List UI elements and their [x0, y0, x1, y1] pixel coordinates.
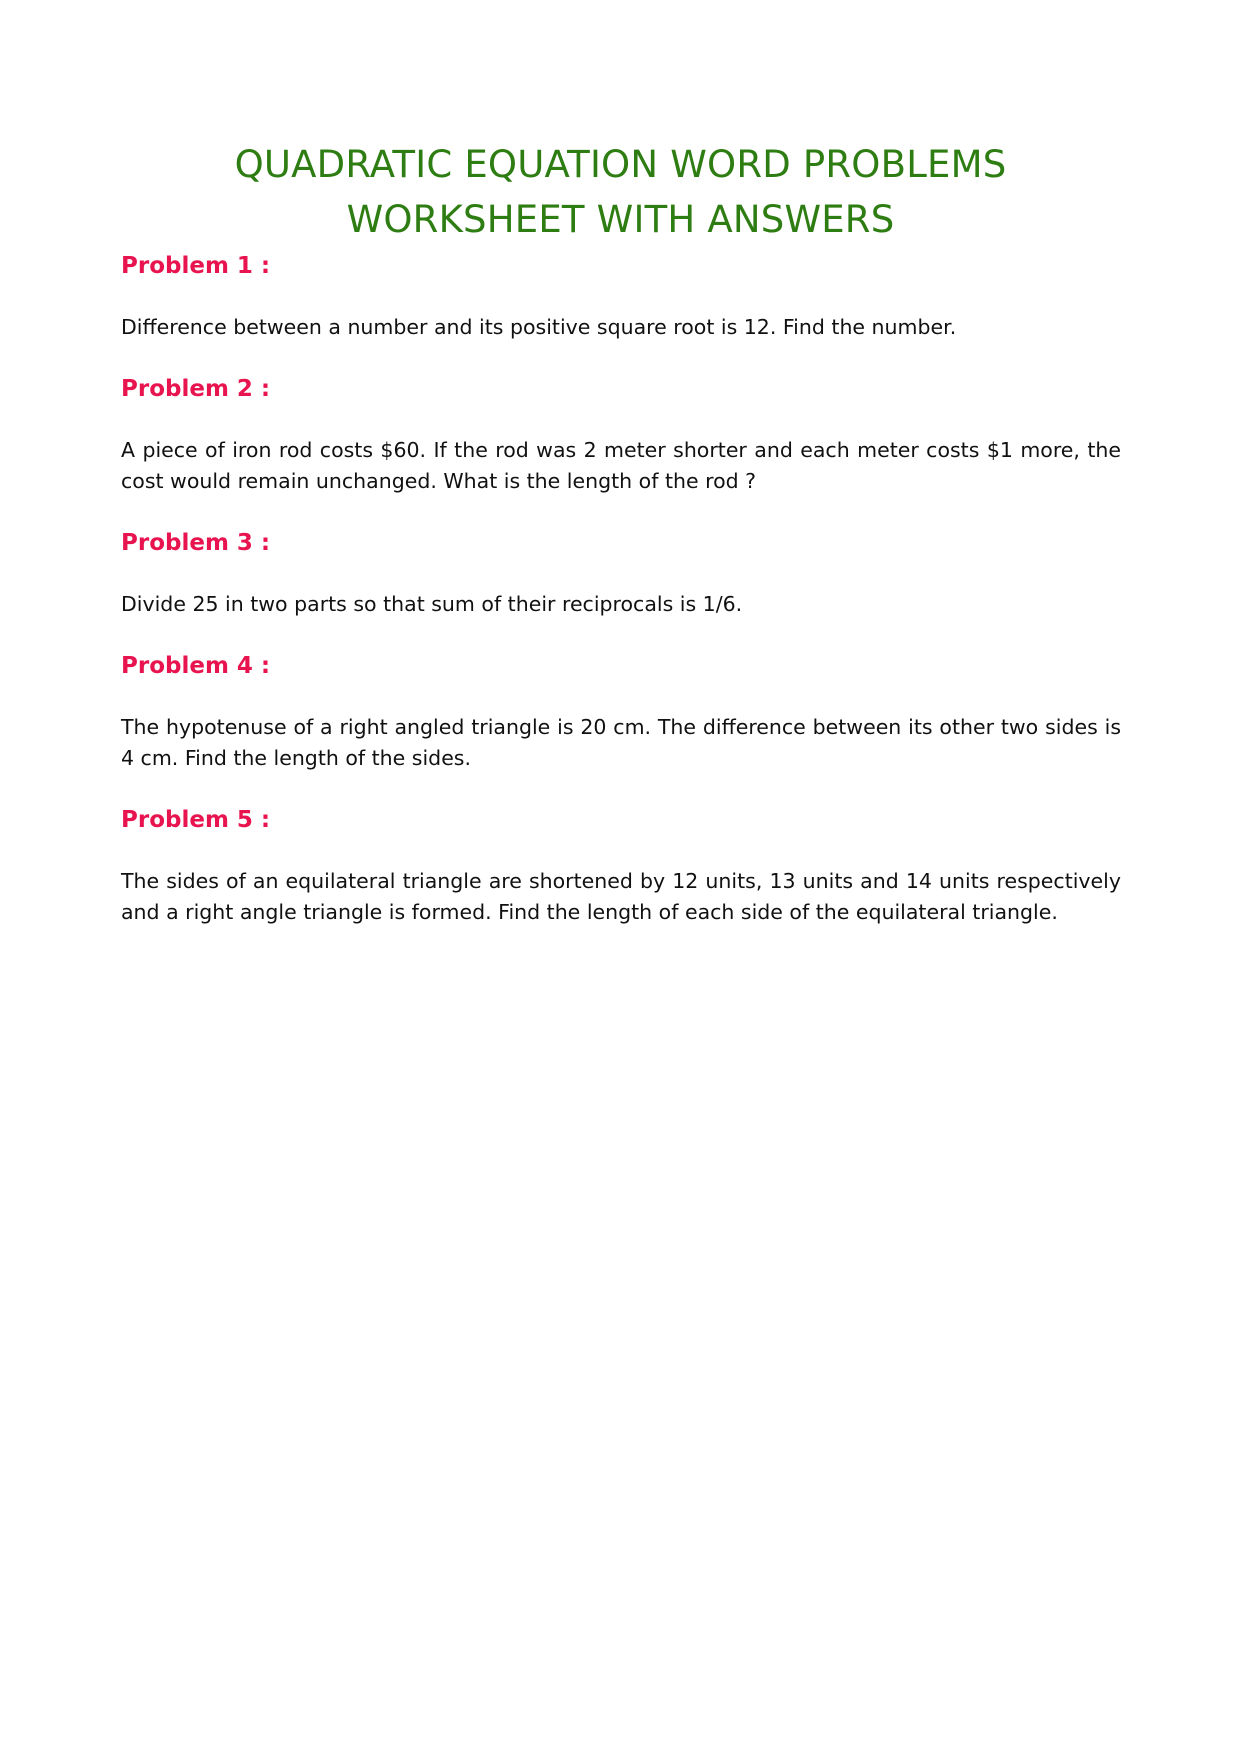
problem-text: The sides of an equilateral triangle are shortened by 12 units, 13 units and 14 units respectively and a right angle triangle is formed. Find the length of each side of the equilateral triangle. [121, 869, 1121, 924]
problems-list [121, 250, 1121, 958]
problem-2 [121, 373, 1121, 497]
problem-5 [121, 804, 1121, 928]
problem-text: Difference between a number and its positive square root is 12. Find the number. [121, 315, 957, 339]
problem-heading: Problem 1 : [121, 253, 271, 279]
problem-4 [121, 650, 1121, 774]
title-line-1: QUADRATIC EQUATION WORD PROBLEMS [234, 142, 1007, 186]
problem-1 [121, 250, 1121, 343]
problem-text: A piece of iron rod costs $60. If the rod was 2 meter shorter and each meter costs $1 more, the cost would remain unchanged. What is the length of the rod ? [121, 438, 1121, 493]
title-line-2: WORKSHEET WITH ANSWERS [346, 197, 895, 241]
problem-heading: Problem 3 : [121, 530, 271, 556]
problem-text: The hypotenuse of a right angled triangle is 20 cm. The difference between its other two sides is 4 cm. Find the length of the sides. [121, 715, 1121, 770]
problem-heading: Problem 2 : [121, 376, 271, 402]
problem-heading: Problem 5 : [121, 807, 271, 833]
problem-3 [121, 527, 1121, 620]
problem-text: Divide 25 in two parts so that sum of their reciprocals is 1/6. [121, 592, 743, 616]
page-title [0, 137, 1241, 247]
problem-heading: Problem 4 : [121, 653, 271, 679]
